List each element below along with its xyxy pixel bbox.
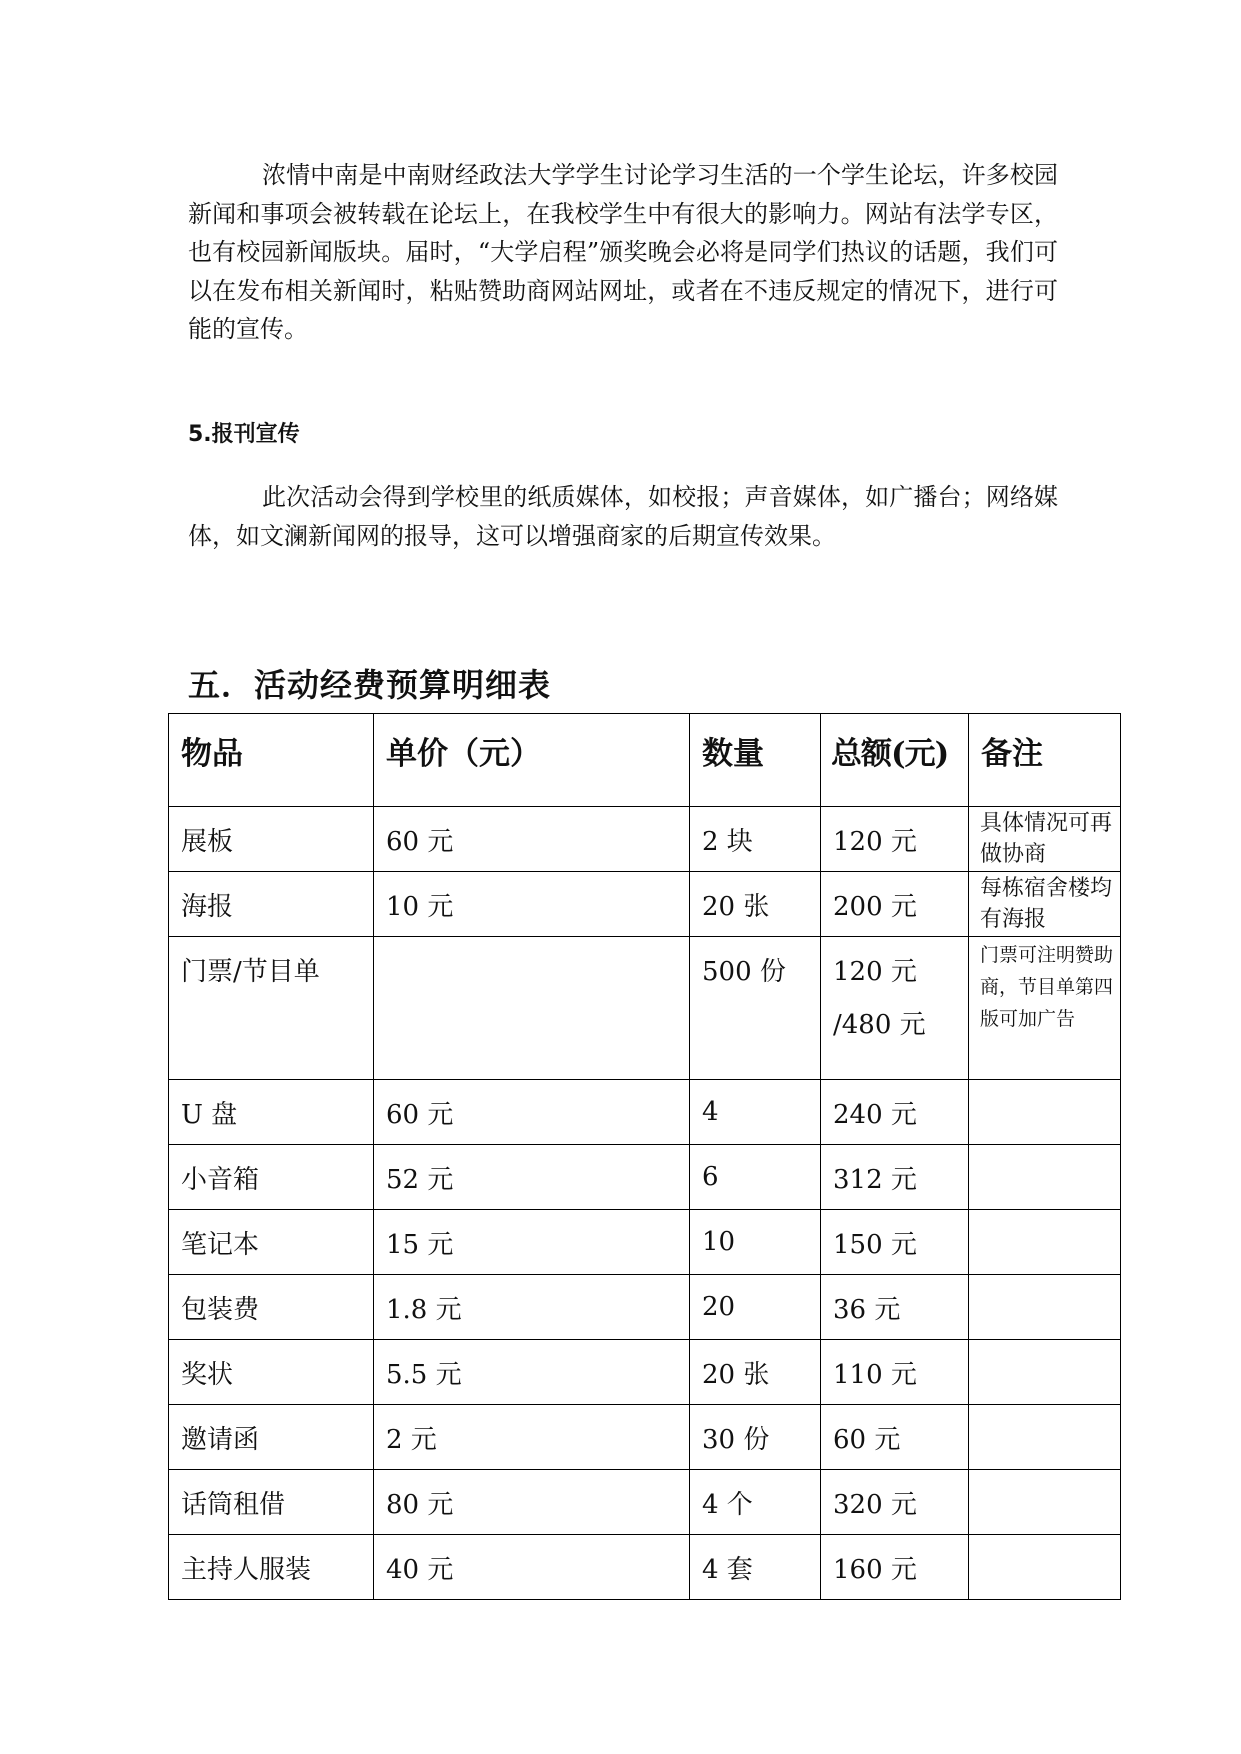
paragraph-forum: 浓情中南是中南财经政法大学学生讨论学习生活的一个学生论坛，许多校园新闻和事项会被转载在论坛上，在我校学生中有很大的影响力。网站有法学专区，也有校园新闻版块。届时，“大学启程”颁奖晚会必将是同学们热议的话题，我们可以在发布相关新闻时，粘贴赞助商网站网址，或者在不违反规定的情况下，进行可能的宣传。 xyxy=(188,161,1058,343)
cell-remark xyxy=(969,1275,1121,1340)
cell-remark xyxy=(969,1340,1121,1405)
cell-item: 主持人服装 xyxy=(169,1535,374,1600)
table-row xyxy=(169,937,1121,1080)
cell-remark xyxy=(969,1535,1121,1600)
cell-price: 60 元 xyxy=(374,1080,690,1145)
cell-item: 展板 xyxy=(169,807,374,872)
cell-price: 1.8 元 xyxy=(374,1275,690,1340)
cell-remark xyxy=(969,1470,1121,1535)
cell-remark: 具体情况可再做协商 xyxy=(969,807,1121,872)
cell-qty: 2 块 xyxy=(690,807,821,872)
table-row xyxy=(169,1145,1121,1210)
cell-qty: 20 张 xyxy=(690,1340,821,1405)
table-row xyxy=(169,1470,1121,1535)
cell-item: 门票/节目单 xyxy=(169,937,374,1080)
cell-remark xyxy=(969,1080,1121,1145)
table-header-row xyxy=(169,714,1121,807)
cell-total: 160 元 xyxy=(821,1535,969,1600)
cell-total: 36 元 xyxy=(821,1275,969,1340)
paragraph-press: 此次活动会得到学校里的纸质媒体，如校报；声音媒体，如广播台；网络媒体，如文澜新闻网的报导，这可以增强商家的后期宣传效果。 xyxy=(188,483,1058,550)
cell-item: 奖状 xyxy=(169,1340,374,1405)
cell-item: 海报 xyxy=(169,872,374,937)
cell-total: 120 元 xyxy=(821,807,969,872)
cell-price: 52 元 xyxy=(374,1145,690,1210)
cell-total: 240 元 xyxy=(821,1080,969,1145)
cell-price: 10 元 xyxy=(374,872,690,937)
cell-item: 话筒租借 xyxy=(169,1470,374,1535)
table-row xyxy=(169,1080,1121,1145)
cell-total: 312 元 xyxy=(821,1145,969,1210)
cell-price: 80 元 xyxy=(374,1470,690,1535)
header-item: 物品 xyxy=(169,714,374,807)
cell-qty: 500 份 xyxy=(690,937,821,1080)
cell-price: 5.5 元 xyxy=(374,1340,690,1405)
cell-item: 邀请函 xyxy=(169,1405,374,1470)
cell-total-line2: /480 元 xyxy=(833,1010,926,1040)
table-row xyxy=(169,1405,1121,1470)
cell-total: 200 元 xyxy=(821,872,969,937)
cell-qty: 4 套 xyxy=(690,1535,821,1600)
cell-qty: 6 xyxy=(690,1145,821,1210)
table-row xyxy=(169,1275,1121,1340)
header-remark: 备注 xyxy=(969,714,1121,807)
header-total: 总额(元) xyxy=(821,714,969,807)
table-row xyxy=(169,1340,1121,1405)
cell-remark: 每栋宿舍楼均有海报 xyxy=(969,872,1121,937)
cell-price: 2 元 xyxy=(374,1405,690,1470)
cell-remark: 门票可注明赞助商，节目单第四版可加广告 xyxy=(969,937,1121,1080)
cell-total: 320 元 xyxy=(821,1470,969,1535)
cell-qty: 10 xyxy=(690,1210,821,1275)
cell-item: U 盘 xyxy=(169,1080,374,1145)
cell-price: 15 元 xyxy=(374,1210,690,1275)
table-row xyxy=(169,872,1121,937)
cell-item: 小音箱 xyxy=(169,1145,374,1210)
table-row xyxy=(169,1535,1121,1600)
cell-item: 笔记本 xyxy=(169,1210,374,1275)
cell-qty: 20 xyxy=(690,1275,821,1340)
cell-price: 60 元 xyxy=(374,807,690,872)
cell-price: 40 元 xyxy=(374,1535,690,1600)
cell-total-line1: 120 元 xyxy=(833,957,917,987)
cell-qty: 30 份 xyxy=(690,1405,821,1470)
header-unit-price: 单价（元） xyxy=(374,714,690,807)
cell-total: 150 元 xyxy=(821,1210,969,1275)
header-quantity: 数量 xyxy=(690,714,821,807)
subheading-press: 5.报刊宣传 xyxy=(188,422,300,447)
cell-qty: 20 张 xyxy=(690,872,821,937)
section-title: 五．活动经费预算明细表 xyxy=(188,666,552,704)
budget-table xyxy=(168,713,1121,1600)
cell-price xyxy=(374,937,690,1080)
cell-remark xyxy=(969,1145,1121,1210)
cell-item: 包装费 xyxy=(169,1275,374,1340)
cell-total xyxy=(821,937,969,1080)
cell-qty: 4 xyxy=(690,1080,821,1145)
cell-total: 60 元 xyxy=(821,1405,969,1470)
cell-qty: 4 个 xyxy=(690,1470,821,1535)
cell-total: 110 元 xyxy=(821,1340,969,1405)
table-row xyxy=(169,807,1121,872)
table-row xyxy=(169,1210,1121,1275)
cell-remark xyxy=(969,1405,1121,1470)
cell-remark xyxy=(969,1210,1121,1275)
